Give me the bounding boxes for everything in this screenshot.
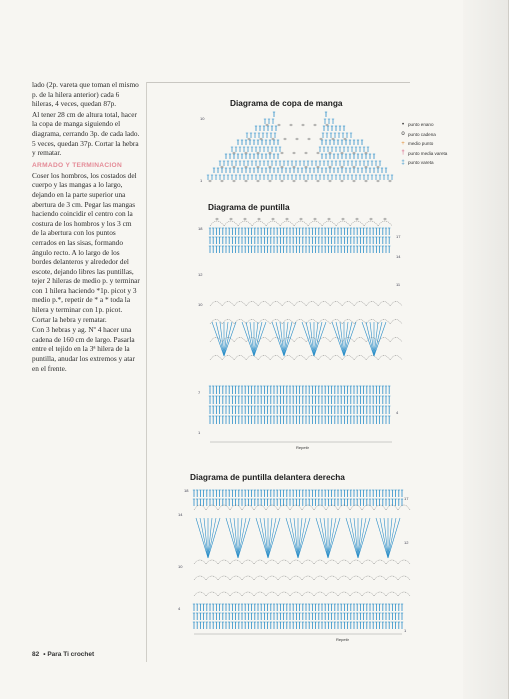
legend-label: punto enano	[408, 122, 434, 128]
fan-stitch	[306, 322, 314, 356]
chain-stitch	[326, 124, 328, 126]
chain-arch	[230, 560, 242, 564]
chain-stitch	[272, 218, 274, 220]
row-number: 7	[198, 390, 201, 395]
fan-stitch	[290, 518, 298, 558]
chain-stitch	[305, 166, 307, 168]
chain-stitch	[257, 152, 259, 154]
fan-stitch	[284, 322, 292, 356]
chain-arch	[354, 302, 366, 307]
chain-stitch	[257, 166, 259, 168]
chain-arch	[294, 302, 306, 307]
chain-arch	[350, 576, 362, 580]
fan-stitch	[366, 322, 374, 356]
chain-arch	[338, 592, 350, 596]
chain-arch	[306, 320, 318, 325]
chain-stitch	[314, 218, 316, 220]
chain-arch	[254, 592, 266, 596]
fan-stitch	[260, 518, 268, 558]
chain-stitch	[257, 180, 259, 182]
instructions-paragraph-4: Con 3 hebras y ag. Nº 4 hacer una cadena de 160 cm de largo. Pasarla entre el tejido en la 3ª hilera de la puntilla, anudar los extremos y atar en el frente.	[32, 325, 135, 373]
instructions-paragraph-1: lado (2p. vareta que toman el mismo p. de la hilera anterior) cada 6 hileras, 4 veces, quedan 87p.	[32, 80, 139, 109]
chain-arch	[318, 302, 330, 307]
chain-stitch	[284, 138, 286, 140]
chain-stitch	[370, 218, 372, 220]
lace-title: Diagrama de puntilla	[208, 202, 290, 212]
chain-arch	[252, 221, 266, 226]
chain-arch	[366, 320, 378, 325]
chain-arch	[326, 560, 338, 564]
chain-stitch	[293, 166, 295, 168]
chain-arch	[290, 560, 302, 564]
chain-arch	[338, 560, 350, 564]
medio-punto-icon: +	[401, 140, 405, 147]
chain-arch	[366, 356, 378, 361]
fan-stitch	[208, 518, 216, 558]
chain-stitch	[344, 138, 346, 140]
chain-arch	[314, 576, 326, 580]
chain-stitch	[296, 138, 298, 140]
legend-label: punto vareta	[408, 160, 434, 166]
row-number: 10	[200, 116, 205, 121]
chain-arch	[378, 302, 390, 307]
chain-stitch	[209, 180, 211, 182]
panel-left-rule	[146, 82, 147, 662]
chain-arch	[194, 576, 206, 580]
chain-arch	[302, 576, 314, 580]
chain-stitch	[278, 124, 280, 126]
lace-diagram	[196, 214, 411, 450]
chain-arch	[398, 505, 410, 510]
instructions-paragraph-2: Al tener 28 cm de altura total, hacer la copa de manga siguiendo el diagrama, cerrando 3p. de cada lado. 5 veces, quedan 37p. Cortar la hebra y rematar.	[32, 109, 140, 158]
chain-arch	[326, 592, 338, 596]
chain-stitch	[328, 218, 330, 220]
chain-arch	[362, 560, 374, 564]
page-footer	[32, 651, 98, 658]
chain-arch	[398, 592, 410, 596]
chain-stitch	[245, 166, 247, 168]
chain-arch	[322, 221, 336, 226]
panel-top-rule	[146, 82, 410, 83]
chain-arch	[242, 560, 254, 564]
front-right-title: Diagrama de puntilla delantera derecha	[190, 472, 345, 482]
chain-arch	[398, 576, 410, 580]
chain-arch	[258, 302, 270, 307]
chain-arch	[378, 356, 390, 361]
chain-arch	[302, 560, 314, 564]
chain-arch	[258, 356, 270, 361]
fan-stitch	[320, 518, 328, 558]
instructions-column	[32, 80, 140, 374]
chain-stitch	[353, 152, 355, 154]
chain-arch	[314, 592, 326, 596]
row-number: 1	[404, 628, 407, 633]
chain-arch	[246, 320, 258, 325]
chain-stitch	[341, 166, 343, 168]
chain-stitch	[317, 180, 319, 182]
chain-stitch	[329, 152, 331, 154]
chain-arch	[266, 221, 280, 226]
chain-stitch	[341, 180, 343, 182]
chain-arch	[210, 356, 222, 361]
chain-stitch	[317, 152, 319, 154]
chain-stitch	[233, 180, 235, 182]
row-number: 18	[184, 488, 189, 493]
chain-arch	[254, 576, 266, 580]
chain-arch	[246, 302, 258, 307]
chain-arch	[218, 576, 230, 580]
chain-arch	[210, 221, 224, 226]
chain-arch	[238, 221, 252, 226]
chain-stitch	[353, 166, 355, 168]
legend-row-punto-cadena	[398, 130, 447, 140]
chain-stitch	[365, 152, 367, 154]
row-number: 1	[200, 178, 203, 183]
chain-arch	[390, 356, 402, 361]
chain-arch	[364, 221, 378, 226]
fan-stitch	[344, 322, 352, 356]
chain-arch	[314, 560, 326, 564]
chain-arch	[342, 302, 354, 307]
chain-arch	[374, 576, 386, 580]
chain-stitch	[244, 218, 246, 220]
chain-arch	[374, 560, 386, 564]
chain-stitch	[300, 218, 302, 220]
chain-arch	[386, 560, 398, 564]
chain-stitch	[245, 180, 247, 182]
chain-arch	[254, 560, 266, 564]
section-heading: ARMADO Y TERMINACION	[32, 161, 123, 169]
chain-stitch	[320, 138, 322, 140]
chain-arch	[330, 302, 342, 307]
chain-stitch	[290, 124, 292, 126]
chain-stitch	[272, 138, 274, 140]
chain-arch	[270, 302, 282, 307]
row-number: 12	[404, 540, 409, 545]
chain-arch	[290, 576, 302, 580]
chain-arch	[306, 302, 318, 307]
chain-arch	[308, 221, 322, 226]
chain-stitch	[269, 180, 271, 182]
chain-stitch	[305, 152, 307, 154]
chain-stitch	[329, 166, 331, 168]
fan-stitch	[246, 322, 254, 356]
chain-stitch	[248, 138, 250, 140]
legend-label: medio punto	[408, 141, 434, 147]
row-number: 14	[396, 254, 401, 259]
chain-stitch	[269, 166, 271, 168]
chain-stitch	[293, 180, 295, 182]
chain-arch	[234, 338, 246, 343]
chain-arch	[206, 576, 218, 580]
row-number: 1	[198, 430, 201, 435]
front-right-lace-diagram	[176, 484, 411, 644]
row-number: 11	[396, 282, 401, 287]
chain-arch	[282, 356, 294, 361]
chain-stitch	[281, 152, 283, 154]
chain-stitch	[293, 152, 295, 154]
row-number: 17	[396, 234, 401, 239]
chain-stitch	[356, 218, 358, 220]
chain-arch	[390, 302, 402, 307]
chain-stitch	[233, 152, 235, 154]
chain-stitch	[286, 218, 288, 220]
chain-arch	[350, 560, 362, 564]
repeat-label: Repetir	[336, 637, 349, 642]
chain-stitch	[230, 218, 232, 220]
chain-stitch	[308, 138, 310, 140]
fan-stitch	[336, 322, 344, 356]
fan-stitch	[200, 518, 208, 558]
fan-stitch	[224, 322, 232, 356]
chain-stitch	[302, 124, 304, 126]
chain-stitch	[365, 180, 367, 182]
chain-stitch	[317, 166, 319, 168]
chain-arch	[194, 592, 206, 596]
punto-vareta-icon: ‡	[401, 159, 405, 166]
chain-arch	[342, 356, 354, 361]
chain-stitch	[384, 218, 386, 220]
chain-arch	[386, 576, 398, 580]
chain-arch	[302, 592, 314, 596]
chain-arch	[234, 302, 246, 307]
chain-arch	[398, 560, 410, 564]
chain-arch	[222, 356, 234, 361]
chain-arch	[306, 356, 318, 361]
chain-arch	[210, 302, 222, 307]
chain-arch	[218, 592, 230, 596]
chain-stitch	[314, 124, 316, 126]
chain-arch	[206, 592, 218, 596]
legend-row-punto-vareta	[398, 158, 447, 168]
chain-arch	[266, 592, 278, 596]
sleeve-cap-title: Diagrama de copa de manga	[230, 98, 343, 108]
chain-stitch	[365, 166, 367, 168]
row-number: 17	[404, 496, 409, 501]
chain-stitch	[245, 152, 247, 154]
fan-stitch	[388, 518, 396, 558]
chain-arch	[318, 320, 330, 325]
punto-media-vareta-icon: †	[401, 150, 405, 157]
chain-arch	[280, 221, 294, 226]
chain-arch	[222, 302, 234, 307]
legend-row-punto-enano	[398, 120, 447, 130]
row-number: 18	[198, 226, 203, 231]
fan-stitch	[380, 518, 388, 558]
chain-stitch	[221, 166, 223, 168]
chain-arch	[390, 320, 402, 325]
chain-arch	[234, 356, 246, 361]
chain-arch	[386, 592, 398, 596]
legend-row-medio-punto	[398, 139, 447, 149]
fan-stitch	[216, 322, 224, 356]
chain-arch	[354, 338, 366, 343]
chain-arch	[230, 576, 242, 580]
fan-stitch	[238, 518, 246, 558]
chain-arch	[230, 505, 242, 510]
legend-label: punto media vareta	[408, 150, 448, 156]
chain-stitch	[341, 152, 343, 154]
repeat-label: Repetir	[296, 445, 309, 450]
legend-label: punto cadena	[408, 131, 436, 137]
fan-stitch	[276, 322, 284, 356]
fan-stitch	[230, 518, 238, 558]
legend-row-media-vareta	[398, 149, 447, 159]
chain-stitch	[377, 166, 379, 168]
chain-arch	[266, 560, 278, 564]
chain-arch	[242, 592, 254, 596]
chain-stitch	[281, 166, 283, 168]
chain-arch	[230, 592, 242, 596]
chain-stitch	[342, 218, 344, 220]
chain-arch	[278, 576, 290, 580]
chain-arch	[354, 356, 366, 361]
chain-arch	[290, 592, 302, 596]
chain-stitch	[266, 124, 268, 126]
chain-arch	[294, 338, 306, 343]
chain-stitch	[332, 138, 334, 140]
fan-stitch	[298, 518, 306, 558]
chain-stitch	[269, 152, 271, 154]
chain-stitch	[389, 180, 391, 182]
chain-stitch	[281, 180, 283, 182]
chain-stitch	[329, 180, 331, 182]
chain-arch	[294, 356, 306, 361]
chain-arch	[374, 592, 386, 596]
fan-stitch	[328, 518, 336, 558]
chain-arch	[218, 560, 230, 564]
chain-stitch	[260, 138, 262, 140]
chain-arch	[362, 576, 374, 580]
row-number: 10	[198, 302, 203, 307]
chain-arch	[378, 221, 392, 226]
chain-arch	[390, 338, 402, 343]
chain-arch	[266, 576, 278, 580]
row-number: 14	[178, 512, 183, 517]
punto-cadena-icon: o	[401, 131, 405, 138]
row-number: 12	[198, 272, 203, 277]
row-number: 4	[396, 410, 399, 415]
chain-arch	[362, 592, 374, 596]
chain-arch	[318, 356, 330, 361]
fan-stitch	[350, 518, 358, 558]
chain-stitch	[258, 218, 260, 220]
fan-stitch	[268, 518, 276, 558]
page-number: 82	[32, 651, 40, 658]
chain-arch	[206, 560, 218, 564]
row-number: 4	[178, 606, 181, 611]
stitch-legend	[398, 120, 447, 168]
chain-arch	[350, 221, 364, 226]
chain-arch	[336, 221, 350, 226]
chain-stitch	[353, 180, 355, 182]
chain-arch	[258, 320, 270, 325]
row-number: 10	[178, 564, 183, 569]
chain-arch	[278, 560, 290, 564]
chain-arch	[242, 576, 254, 580]
sleeve-cap-diagram	[200, 110, 400, 190]
chain-arch	[338, 576, 350, 580]
punto-enano-icon: •	[401, 121, 405, 128]
chain-arch	[278, 592, 290, 596]
chain-arch	[246, 356, 258, 361]
chain-arch	[326, 576, 338, 580]
chain-arch	[194, 560, 206, 564]
chain-stitch	[377, 180, 379, 182]
chain-stitch	[233, 166, 235, 168]
chain-arch	[350, 592, 362, 596]
chain-arch	[378, 320, 390, 325]
chain-stitch	[305, 180, 307, 182]
fan-stitch	[358, 518, 366, 558]
chain-arch	[282, 302, 294, 307]
magazine-name: • Para Ti crochet	[43, 651, 95, 658]
chain-arch	[294, 221, 308, 226]
instructions-paragraph-3: Coser los hombros, los costados del cuerpo y las mangas a lo largo, dejando en la parte superior una abertura de 3 cm. Pegar las mangas haciendo coincidir el centro con la costura de los hombros y los 3 cm de la abertura con los puntos cerrados en las sisas, formando ángulo recto. A lo largo de los bordes delanteros y alrededor del escote, dejando libres las puntillas, tejer 2 hileras de medio p. y terminar con 1 hilera haciendo *1p. picot y 3 medio p.*, repetir de * a * toda la hilera y terminar con 1p. picot. Cortar la hebra y rematar.	[32, 170, 140, 324]
chain-arch	[270, 356, 282, 361]
chain-arch	[330, 356, 342, 361]
chain-stitch	[216, 218, 218, 220]
chain-arch	[224, 221, 238, 226]
chain-arch	[366, 302, 378, 307]
chain-stitch	[221, 180, 223, 182]
